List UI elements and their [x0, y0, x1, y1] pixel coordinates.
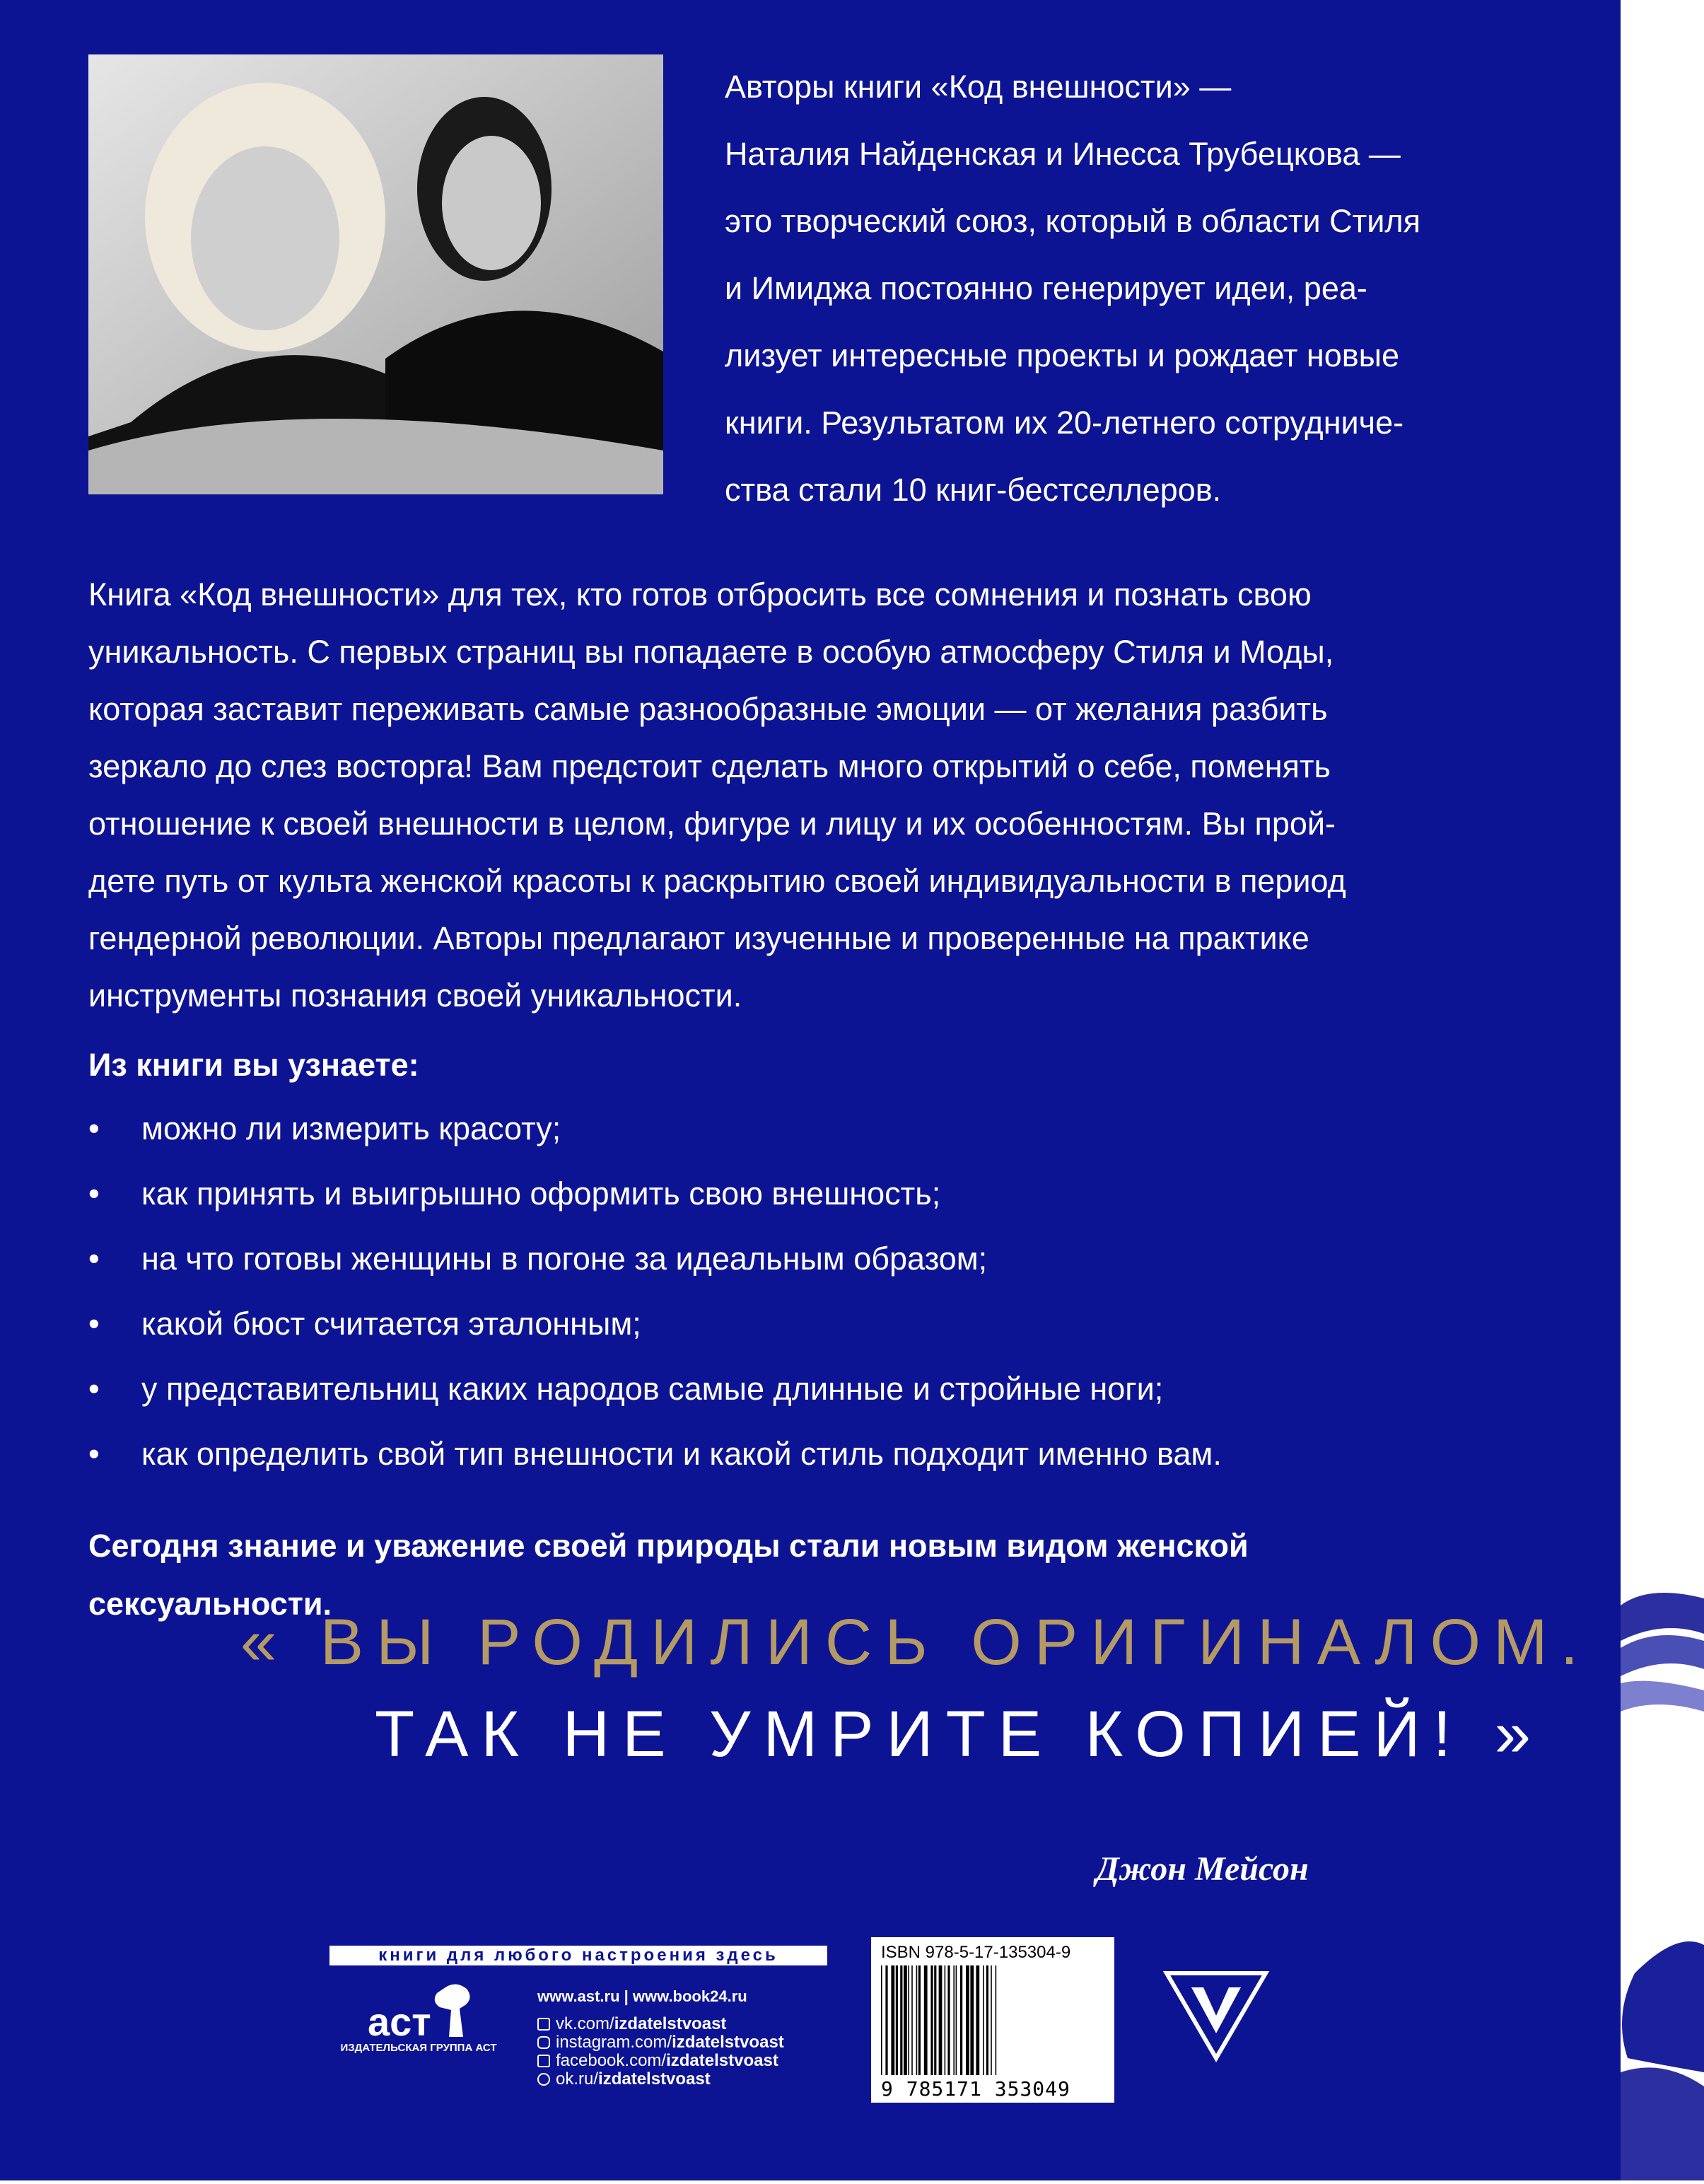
barcode-bar [918, 1965, 921, 2075]
barcode-bar [934, 1965, 936, 2075]
authors-bio-line: ства стали 10 книг-бестселлеров. [725, 472, 1222, 508]
barcode-bar [881, 1965, 882, 2075]
list-item [88, 1241, 1222, 1306]
list-item-text: можно ли измерить красоту; [141, 1110, 561, 1146]
barcode-bar [966, 1965, 969, 2075]
v-logo-icon [1160, 1966, 1273, 2065]
list-item [88, 1175, 1222, 1241]
bullet-icon: • [88, 1306, 100, 1342]
social-link-instagram[interactable] [537, 2033, 784, 2052]
authors-bio-line: и Имиджа постоянно генерирует идеи, реа- [725, 270, 1367, 306]
barcode-bar [991, 1965, 992, 2075]
list-item [88, 1110, 1222, 1175]
barcode-bar [891, 1965, 894, 2075]
publisher-websites[interactable]: www.ast.ru | www.book24.ru [537, 1987, 747, 2005]
barcode-digits: 9 785171 353049 [881, 2077, 1070, 2101]
quote-author: Джон Мейсон [1096, 1850, 1309, 1888]
description-line: отношение к своей внешности в целом, фигуре и лицу и их особенностям. Вы прой- [88, 806, 1336, 842]
authors-bio-line: книги. Результатом их 20-летнего сотрудниче- [725, 405, 1404, 441]
social-prefix: facebook.com/ [556, 2051, 667, 2070]
barcode-bar [924, 1965, 928, 2075]
ok-icon [537, 2073, 550, 2086]
social-link-facebook[interactable] [537, 2052, 784, 2070]
isbn-barcode-box [871, 1937, 1114, 2103]
book-description [88, 566, 1502, 1024]
vk-icon [537, 2018, 550, 2031]
ast-logo [361, 1980, 488, 2047]
learn-heading: Из книги вы узнаете: [88, 1047, 419, 1083]
social-link-ok[interactable] [537, 2070, 784, 2089]
authors-bio-line: лизует интересные проекты и рождает новые [725, 337, 1400, 373]
description-line: инструменты познания своей уникальности. [88, 977, 742, 1013]
barcode [881, 1965, 1104, 2075]
list-item-text: какой бюст считается эталонным; [141, 1306, 641, 1342]
description-line: гендерной революции. Авторы предлагают изученные и проверенные на практике [88, 920, 1309, 956]
closing-line: сексуальности. [88, 1586, 332, 1622]
barcode-bar [986, 1965, 988, 2075]
list-item [88, 1306, 1222, 1371]
ast-logo-icon [361, 1980, 488, 2044]
list-item [88, 1436, 1222, 1501]
barcode-bar [960, 1965, 962, 2075]
bullet-icon: • [88, 1436, 100, 1472]
barcode-bar [896, 1965, 898, 2075]
barcode-bar [885, 1965, 887, 2075]
barcode-bar [900, 1965, 902, 2075]
quote-line-1: « ВЫ РОДИЛИСЬ ОРИГИНАЛОМ. [240, 1606, 1592, 1678]
logo-text: аст [368, 1999, 431, 2044]
social-links [537, 2015, 784, 2089]
barcode-bar [945, 1965, 946, 2075]
barcode-bar [947, 1965, 950, 2075]
decorative-wave-edge [1621, 1577, 1704, 2184]
list-item-text: как принять и выигрышно оформить свою внешность; [141, 1175, 941, 1212]
list-item-text: на что готовы женщины в погоне за идеальным образом; [141, 1241, 988, 1277]
social-prefix: instagram.com/ [556, 2033, 672, 2052]
bullet-icon: • [88, 1371, 100, 1407]
list-item [88, 1371, 1222, 1436]
authors-photo [88, 54, 663, 494]
authors-bio [725, 53, 1559, 523]
description-line: Книга «Код внешности» для тех, кто готов отбросить все сомнения и познать свою [88, 576, 1312, 612]
barcode-bar [930, 1965, 933, 2075]
description-line: зеркало до слез восторга! Вам предстоит сделать много открытий о себе, поменять [88, 748, 1331, 784]
authors-bio-line: Авторы книги «Код внешности» — [725, 69, 1232, 105]
barcode-bar [908, 1965, 909, 2075]
barcode-bar [976, 1965, 979, 2075]
barcode-bar [956, 1965, 957, 2075]
social-prefix: ok.ru/ [556, 2069, 599, 2089]
barcode-bar [904, 1965, 907, 2075]
isbn-label: ISBN 978-5-17-135304-9 [881, 1943, 1071, 1962]
barcode-bar [916, 1965, 918, 2075]
social-link-vk[interactable] [537, 2015, 784, 2033]
bullet-icon: • [88, 1110, 100, 1146]
facebook-icon [537, 2055, 550, 2067]
social-handle: izdatelstvoast [614, 2014, 727, 2033]
barcode-bar [996, 1965, 997, 2075]
barcode-bar [911, 1965, 913, 2075]
authors-bio-line: это творческий союз, который в области Стиля [725, 203, 1421, 239]
wave-decoration-icon [1621, 1577, 1704, 2180]
bullet-icon: • [88, 1241, 100, 1277]
authors-bio-line: Наталия Найденская и Инесса Трубецкова — [725, 136, 1401, 172]
quote-line-2: ТАК НЕ УМРИТЕ КОПИЕЙ! » [375, 1698, 1543, 1770]
list-item-text: у представительниц каких народов самые длинные и стройные ноги; [141, 1371, 1164, 1407]
description-line: дете путь от культа женской красоты к раскрытию своей индивидуальности в период [88, 863, 1346, 899]
list-item-text: как определить свой тип внешности и какой стиль подходит именно вам. [141, 1436, 1222, 1472]
social-prefix: vk.com/ [556, 2014, 614, 2033]
publisher-caption: ИЗДАТЕЛЬСКАЯ ГРУППА АСТ [340, 2042, 497, 2054]
social-handle: izdatelstvoast [672, 2033, 784, 2052]
publisher-tagline: книги для любого настроения здесь [329, 1946, 827, 1965]
description-line: которая заставит переживать самые разнообразные эмоции — от желания разбить [88, 691, 1328, 727]
barcode-bar [983, 1965, 984, 2075]
barcode-bar [939, 1965, 943, 2075]
closing-line: Сегодня знание и уважение своей природы стали новым видом женской [88, 1528, 1249, 1564]
barcode-bar [953, 1965, 955, 2075]
instagram-icon [537, 2036, 550, 2049]
imprint-v-logo [1160, 1966, 1273, 2069]
social-handle: izdatelstvoast [666, 2051, 778, 2070]
authors-photo-illustration [88, 54, 663, 494]
social-handle: izdatelstvoast [598, 2069, 711, 2089]
bullet-icon: • [88, 1175, 100, 1212]
barcode-bar [970, 1965, 974, 2075]
description-line: уникальность. С первых страниц вы попадаете в особую атмосферу Стиля и Моды, [88, 634, 1334, 670]
learn-list [88, 1110, 1222, 1501]
